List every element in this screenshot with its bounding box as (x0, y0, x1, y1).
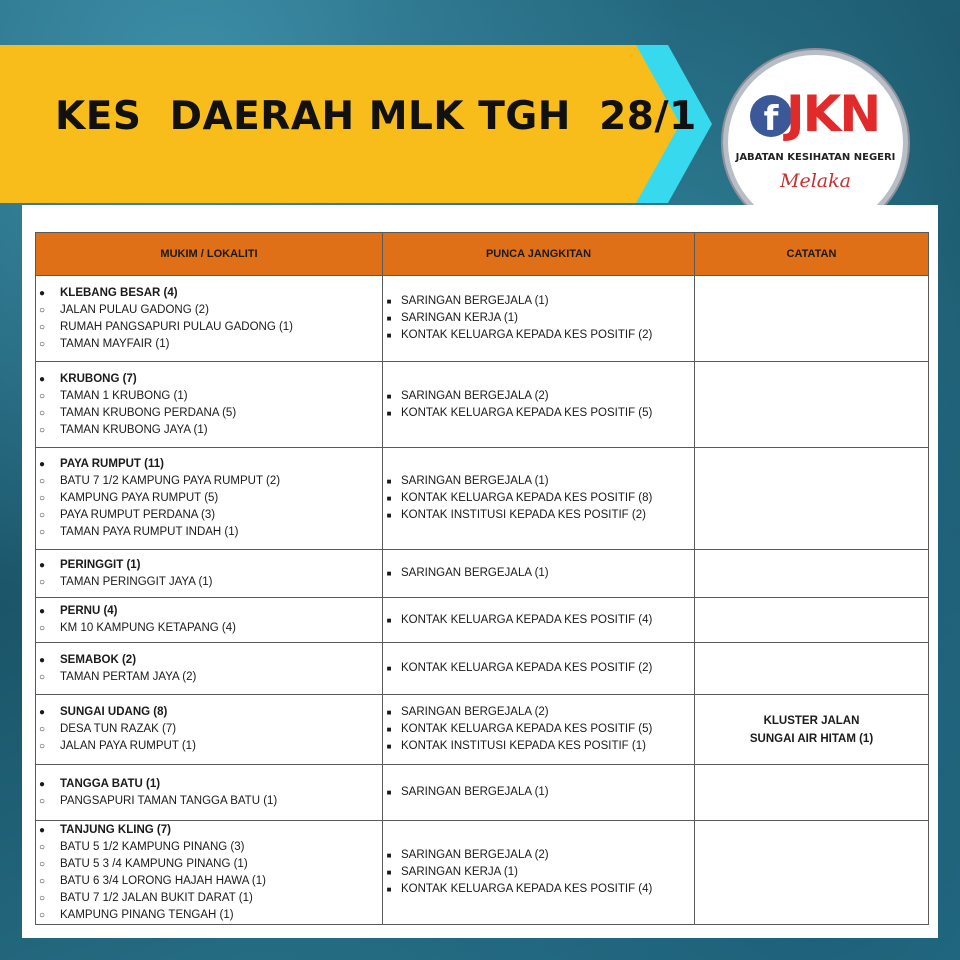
mukim-heading (36, 603, 382, 620)
source-label: KONTAK KELUARGA KEPADA KES POSITIF (2) (401, 662, 653, 674)
mukim-heading (36, 456, 382, 473)
cell-catatan (695, 695, 929, 765)
square-bullet-icon: ■ (386, 868, 392, 877)
square-bullet-icon: ■ (386, 494, 392, 503)
cell-punca-jangkitan (383, 643, 695, 695)
cell-punca-jangkitan (383, 550, 695, 598)
locality-item (36, 319, 382, 336)
square-bullet-icon: ■ (386, 851, 392, 860)
table-row (36, 550, 929, 598)
source-label: SARINGAN BERGEJALA (1) (401, 475, 549, 487)
locality-item (36, 507, 382, 524)
cell-mukim-lokaliti (36, 550, 383, 598)
note-line: KLUSTER JALAN (763, 714, 860, 727)
square-bullet-icon: ■ (386, 788, 392, 797)
table-row (36, 448, 929, 550)
source-item (383, 847, 694, 864)
circle-bullet-icon: ○ (38, 909, 46, 921)
cell-catatan (695, 550, 929, 598)
locality-label: KAMPUNG PINANG TENGAH (1) (60, 908, 234, 921)
circle-bullet-icon: ○ (38, 741, 46, 752)
document-paper (22, 205, 938, 938)
source-item (383, 784, 694, 801)
circle-bullet-icon: ○ (38, 724, 46, 735)
source-label: KONTAK KELUARGA KEPADA KES POSITIF (2) (401, 329, 653, 341)
circle-bullet-icon: ○ (38, 510, 46, 521)
locality-item (36, 490, 382, 507)
locality-item (36, 839, 382, 856)
cell-punca-jangkitan (383, 598, 695, 643)
locality-label: TAMAN KRUBONG PERDANA (5) (60, 406, 237, 419)
locality-label: TAMAN PERINGGIT JAYA (1) (60, 575, 213, 588)
mukim-label: PAYA RUMPUT (11) (60, 458, 164, 470)
locality-label: TAMAN KRUBONG JAYA (1) (60, 423, 208, 436)
circle-bullet-icon: ○ (38, 892, 46, 904)
circle-bullet-icon: ○ (38, 576, 46, 588)
mukim-label: PERNU (4) (60, 605, 118, 617)
locality-label: PAYA RUMPUT PERDANA (3) (60, 509, 216, 521)
table-row (36, 821, 929, 925)
locality-label: BATU 7 1/2 KAMPUNG PAYA RUMPUT (2) (60, 475, 281, 487)
bullet-icon: ● (38, 654, 46, 666)
source-item (383, 405, 694, 422)
bullet-icon: ● (38, 778, 46, 790)
locality-item (36, 405, 382, 422)
circle-bullet-icon: ○ (38, 321, 46, 333)
bullet-icon: ● (38, 707, 46, 718)
table-row (36, 643, 929, 695)
source-label: KONTAK KELUARGA KEPADA KES POSITIF (5) (401, 723, 653, 735)
circle-bullet-icon: ○ (38, 390, 46, 402)
locality-label: DESA TUN RAZAK (7) (60, 723, 177, 735)
mukim-label: SEMABOK (2) (60, 653, 137, 666)
mukim-heading (36, 557, 382, 574)
source-label: KONTAK KELUARGA KEPADA KES POSITIF (4) (401, 883, 653, 895)
mukim-heading (36, 285, 382, 302)
square-bullet-icon: ■ (386, 331, 392, 340)
source-item (383, 388, 694, 405)
table-row (36, 598, 929, 643)
mukim-label: TANJUNG KLING (7) (60, 823, 171, 836)
cell-punca-jangkitan (383, 276, 695, 362)
bullet-icon: ● (38, 287, 46, 299)
locality-item (36, 721, 382, 738)
locality-item (36, 890, 382, 907)
mukim-heading (36, 704, 382, 721)
locality-item (36, 620, 382, 637)
source-item (383, 612, 694, 629)
locality-item (36, 422, 382, 439)
mukim-label: KLEBANG BESAR (4) (60, 286, 178, 299)
square-bullet-icon: ■ (386, 725, 392, 734)
source-item (383, 660, 694, 677)
source-label: KONTAK INSTITUSI KEPADA KES POSITIF (2) (401, 509, 646, 521)
mukim-heading (36, 371, 382, 388)
column-header-catatan: CATATAN (695, 233, 929, 276)
circle-bullet-icon: ○ (38, 875, 46, 887)
source-item (383, 721, 694, 738)
source-label: SARINGAN BERGEJALA (2) (401, 849, 549, 861)
locality-item (36, 388, 382, 405)
source-label: SARINGAN KERJA (1) (401, 312, 518, 324)
source-item (383, 881, 694, 898)
square-bullet-icon: ■ (386, 742, 392, 751)
facebook-icon: f (750, 95, 792, 137)
locality-label: PANGSAPURI TAMAN TANGGA BATU (1) (60, 794, 278, 807)
column-header-punca: PUNCA JANGKITAN (383, 233, 695, 276)
mukim-heading (36, 652, 382, 669)
cell-mukim-lokaliti (36, 643, 383, 695)
source-label: KONTAK KELUARGA KEPADA KES POSITIF (5) (401, 406, 653, 419)
locality-item (36, 856, 382, 873)
square-bullet-icon: ■ (386, 297, 392, 306)
source-label: SARINGAN KERJA (1) (401, 866, 518, 878)
square-bullet-icon: ■ (386, 408, 392, 418)
locality-label: JALAN PULAU GADONG (2) (60, 303, 209, 316)
circle-bullet-icon: ○ (38, 476, 46, 487)
cell-punca-jangkitan (383, 448, 695, 550)
square-bullet-icon: ■ (386, 708, 392, 717)
circle-bullet-icon: ○ (38, 304, 46, 316)
logo-subtitle: JABATAN KESIHATAN NEGERI (735, 152, 896, 163)
bullet-icon: ● (38, 459, 46, 470)
circle-bullet-icon: ○ (38, 795, 46, 807)
square-bullet-icon: ■ (386, 885, 392, 894)
mukim-label: TANGGA BATU (1) (60, 777, 161, 790)
cell-catatan (695, 276, 929, 362)
source-item (383, 738, 694, 755)
source-item (383, 327, 694, 344)
source-label: SARINGAN BERGEJALA (2) (401, 706, 549, 718)
source-item (383, 310, 694, 327)
locality-label: BATU 5 3 /4 KAMPUNG PINANG (1) (60, 857, 248, 870)
bullet-icon: ● (38, 824, 46, 836)
circle-bullet-icon: ○ (38, 858, 46, 870)
column-header-mukim: MUKIM / LOKALITI (36, 233, 383, 276)
square-bullet-icon: ■ (386, 477, 392, 486)
source-label: SARINGAN BERGEJALA (1) (401, 786, 549, 798)
cell-mukim-lokaliti (36, 362, 383, 448)
circle-bullet-icon: ○ (38, 407, 46, 419)
square-bullet-icon: ■ (386, 314, 392, 323)
source-item (383, 473, 694, 490)
square-bullet-icon: ■ (386, 511, 392, 520)
locality-label: BATU 5 1/2 KAMPUNG PINANG (3) (60, 840, 245, 853)
locality-item (36, 473, 382, 490)
mukim-label: SUNGAI UDANG (8) (60, 706, 168, 718)
source-item (383, 490, 694, 507)
circle-bullet-icon: ○ (38, 623, 46, 634)
square-bullet-icon: ■ (386, 391, 392, 401)
locality-item (36, 574, 382, 591)
locality-item (36, 793, 382, 810)
source-label: SARINGAN BERGEJALA (1) (401, 567, 549, 579)
square-bullet-icon: ■ (386, 664, 392, 673)
cell-punca-jangkitan (383, 695, 695, 765)
cell-mukim-lokaliti (36, 695, 383, 765)
bullet-icon: ● (38, 606, 46, 617)
table-row (36, 276, 929, 362)
table-body (36, 276, 929, 925)
source-label: KONTAK KELUARGA KEPADA KES POSITIF (8) (401, 492, 653, 504)
cell-catatan (695, 362, 929, 448)
source-label: SARINGAN BERGEJALA (2) (401, 389, 549, 402)
mukim-label: KRUBONG (7) (60, 372, 137, 385)
note-line: SUNGAI AIR HITAM (1) (749, 732, 874, 745)
mukim-label: PERINGGIT (1) (60, 558, 141, 571)
locality-label: RUMAH PANGSAPURI PULAU GADONG (1) (60, 320, 294, 333)
locality-item (36, 669, 382, 686)
circle-bullet-icon: ○ (38, 527, 46, 538)
table-row (36, 765, 929, 821)
source-item (383, 565, 694, 582)
mukim-heading (36, 822, 382, 839)
locality-item (36, 738, 382, 755)
cell-catatan (695, 598, 929, 643)
cases-table (35, 232, 929, 925)
locality-item (36, 524, 382, 541)
source-label: SARINGAN BERGEJALA (1) (401, 295, 549, 307)
locality-label: TAMAN MAYFAIR (1) (60, 337, 170, 350)
source-label: KONTAK INSTITUSI KEPADA KES POSITIF (1) (401, 740, 646, 752)
page-title: KES DAERAH MLK TGH 28/1 (55, 94, 697, 139)
circle-bullet-icon: ○ (38, 338, 46, 350)
circle-bullet-icon: ○ (38, 671, 46, 683)
square-bullet-icon: ■ (386, 615, 392, 625)
cell-mukim-lokaliti (36, 276, 383, 362)
circle-bullet-icon: ○ (38, 493, 46, 504)
cell-catatan (695, 448, 929, 550)
locality-label: BATU 6 3/4 LORONG HAJAH HAWA (1) (60, 874, 266, 887)
locality-item (36, 336, 382, 353)
cell-mukim-lokaliti (36, 448, 383, 550)
locality-label: TAMAN PERTAM JAYA (2) (60, 670, 197, 683)
table-row (36, 362, 929, 448)
locality-label: TAMAN PAYA RUMPUT INDAH (1) (60, 526, 239, 538)
source-item (383, 293, 694, 310)
table-header-row (36, 233, 929, 276)
cell-punca-jangkitan (383, 765, 695, 821)
locality-item (36, 302, 382, 319)
cell-punca-jangkitan (383, 362, 695, 448)
source-item (383, 507, 694, 524)
locality-label: KM 10 KAMPUNG KETAPANG (4) (60, 622, 236, 634)
source-item (383, 704, 694, 721)
cell-mukim-lokaliti (36, 821, 383, 925)
source-item (383, 864, 694, 881)
logo-name: JKN (786, 85, 880, 143)
cell-mukim-lokaliti (36, 598, 383, 643)
locality-item (36, 907, 382, 924)
square-bullet-icon: ■ (386, 569, 392, 578)
source-label: KONTAK KELUARGA KEPADA KES POSITIF (4) (401, 613, 653, 626)
bullet-icon: ● (38, 373, 46, 385)
cell-punca-jangkitan (383, 821, 695, 925)
cell-catatan (695, 821, 929, 925)
cell-catatan (695, 765, 929, 821)
locality-label: JALAN PAYA RUMPUT (1) (60, 740, 196, 752)
locality-label: BATU 7 1/2 JALAN BUKIT DARAT (1) (60, 891, 253, 904)
locality-label: TAMAN 1 KRUBONG (1) (60, 389, 188, 402)
cell-catatan (695, 643, 929, 695)
locality-label: KAMPUNG PAYA RUMPUT (5) (60, 492, 219, 504)
cell-mukim-lokaliti (36, 765, 383, 821)
mukim-heading (36, 776, 382, 793)
circle-bullet-icon: ○ (38, 424, 46, 436)
logo-state: Melaka (780, 170, 851, 192)
circle-bullet-icon: ○ (38, 841, 46, 853)
locality-item (36, 873, 382, 890)
bullet-icon: ● (38, 559, 46, 571)
jkn-logo (728, 55, 903, 230)
table-row (36, 695, 929, 765)
